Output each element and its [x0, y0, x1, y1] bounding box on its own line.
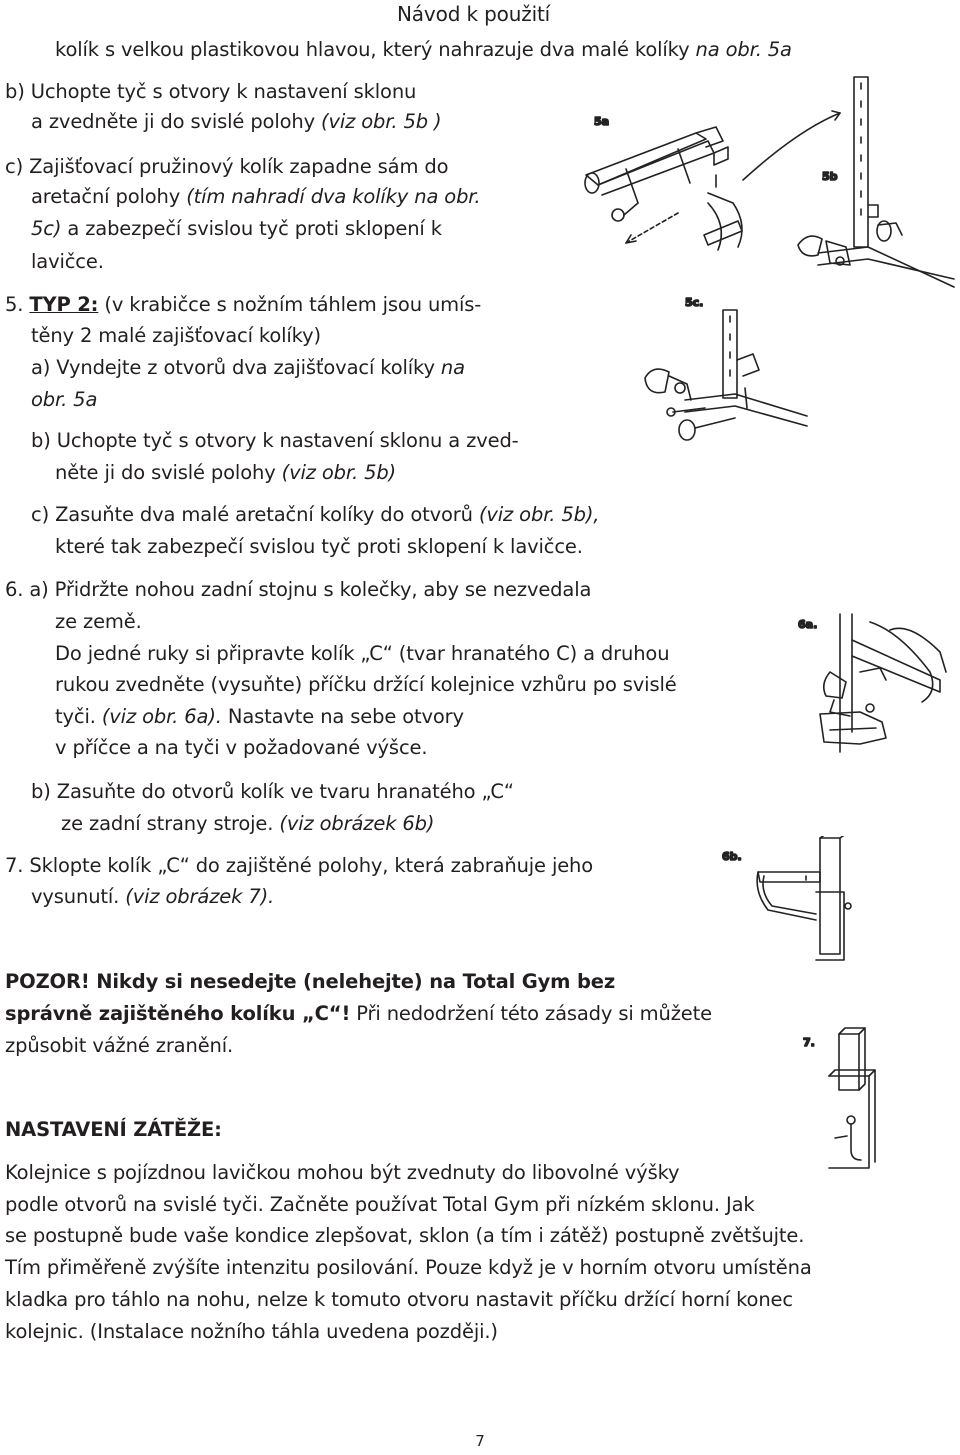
- paragraph-line: Tím přiměřeně zvýšíte intenzitu posilování. Pouze když je v horním otvoru umístěna: [5, 1256, 812, 1279]
- text-line: vysunutí. (viz obrázek 7).: [31, 885, 275, 908]
- figure-label-5a: 5a: [594, 115, 610, 128]
- text-line: kolík s velkou plastikovou hlavou, který nahrazuje dva malé kolíky na obr. 5a: [55, 38, 792, 61]
- paragraph-line: kolejnic. (Instalace nožního táhla uvedena později.): [5, 1320, 498, 1343]
- text-line: 7. Sklopte kolík „C“ do zajištěné polohy, která zabraňuje jeho: [5, 854, 594, 877]
- paragraph-line: kladka pro táhlo na nohu, nelze k tomuto otvoru nastavit příčku držící horní konec: [5, 1288, 793, 1311]
- paragraph-line: Kolejnice s pojízdnou lavičkou mohou být zvednuty do libovolné výšky: [5, 1161, 680, 1184]
- text-line: c) Zasuňte dva malé aretační kolíky do otvorů (viz obr. 5b),: [31, 503, 600, 526]
- section-title: NASTAVENÍ ZÁTĚŽE:: [5, 1118, 222, 1141]
- text-line: 6. a) Přidržte nohou zadní stojnu s kolečky, aby se nezvedala: [5, 578, 592, 601]
- warning-line: správně zajištěného kolíku „C“! Při nedodržení této zásady si můžete: [5, 1002, 713, 1025]
- warning-line: POZOR! Nikdy si nesedejte (nelehejte) na Total Gym bez: [5, 970, 616, 993]
- text-line: a) Vyndejte z otvorů dva zajišťovací kolíky na: [31, 356, 465, 379]
- figure-label-5b: 5b: [822, 170, 838, 183]
- text-line: těny 2 malé zajišťovací kolíky): [31, 324, 321, 347]
- text-line: něte ji do svislé polohy (viz obr. 5b): [55, 461, 397, 484]
- text-line: a zvedněte ji do svislé polohy (viz obr. 5b ): [31, 110, 442, 133]
- text-line: b) Uchopte tyč s otvory k nastavení sklonu a zved-: [31, 429, 519, 452]
- text-line: b) Zasuňte do otvorů kolík ve tvaru hranatého „C“: [31, 780, 514, 803]
- page-number: 7: [475, 1432, 485, 1450]
- text-line: tyči. (viz obr. 6a). Nastavte na sebe otvory: [55, 705, 464, 728]
- text-line: 5c) a zabezpečí svislou tyč proti sklopení k: [31, 217, 442, 240]
- text-line: c) Zajišťovací pružinový kolík zapadne sám do: [5, 155, 449, 178]
- figure-6b: [720, 836, 870, 961]
- text-line: rukou zvedněte (vysuňte) příčku držící kolejnice vzhůru po svislé: [55, 673, 677, 696]
- text-line: v příčce a na tyči v požadované výšce.: [55, 736, 428, 759]
- paragraph-line: se postupně bude vaše kondice zlepšovat, sklon (a tím i zátěž) postupně zvětšujte.: [5, 1224, 805, 1247]
- text-line: obr. 5a: [31, 388, 98, 411]
- text-line: ze zadní strany stroje. (viz obrázek 6b): [61, 812, 435, 835]
- text-line: Do jedné ruky si připravte kolík „C“ (tvar hranatého C) a druhou: [55, 642, 670, 665]
- figure-7: [795, 1020, 905, 1170]
- text-line: 5. TYP 2: (v krabičce s nožním táhlem jsou umís-: [5, 293, 482, 316]
- warning-line: způsobit vážné zranění.: [5, 1034, 234, 1057]
- figure-label-6b: 6b.: [722, 850, 742, 863]
- text-line: ze země.: [55, 610, 142, 633]
- text-line: b) Uchopte tyč s otvory k nastavení sklonu: [5, 80, 417, 103]
- text-line: které tak zabezpečí svislou tyč proti sklopení k lavičce.: [55, 535, 583, 558]
- text-line: lavičce.: [31, 250, 104, 273]
- figure-5c: [625, 288, 810, 448]
- paragraph-line: podle otvorů na svislé tyči. Začněte používat Total Gym při nízkém sklonu. Jak: [5, 1193, 755, 1216]
- type-2-label: TYP 2:: [29, 293, 99, 316]
- page-header: Návod k použití: [397, 2, 551, 26]
- figure-5a-5b: [578, 75, 956, 290]
- figure-label-7: 7.: [803, 1036, 815, 1049]
- figure-6a: [790, 612, 955, 762]
- figure-label-6a: 6a.: [798, 618, 818, 631]
- figure-label-5c: 5c.: [685, 296, 704, 309]
- text-line: aretační polohy (tím nahradí dva kolíky na obr.: [31, 185, 481, 208]
